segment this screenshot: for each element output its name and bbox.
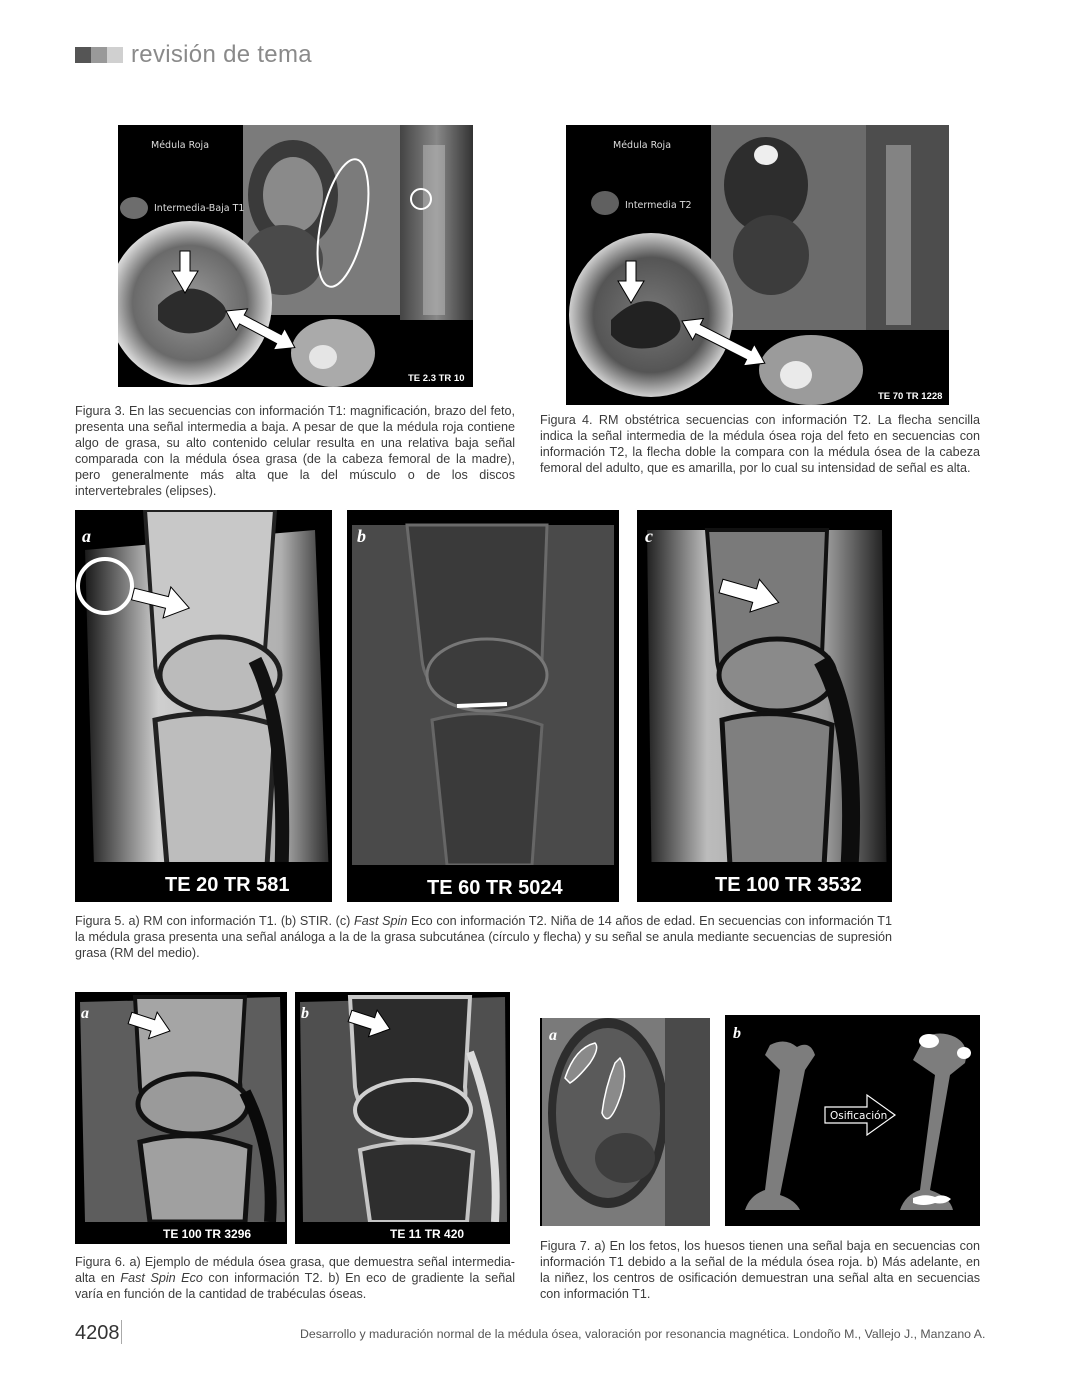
- fig5c-letter: c: [645, 526, 653, 546]
- figure-7b-image: [725, 1015, 980, 1226]
- figure-5a-image: [75, 510, 332, 902]
- fig3-label-red: Médula Roja: [151, 140, 210, 151]
- figure-7a-image: [540, 1018, 710, 1226]
- fig5c-params: TE 100 TR 3532: [715, 874, 862, 896]
- figure-4-caption: Figura 4. RM obstétrica secuencias con información T2. La flecha sencilla indica la señal intermedia de la médula ósea roja del feto en secuencias con información T2, la flecha doble la compara con la médula ósea de la cabeza femoral del adulto, que es amarilla, por lo cual su intensidad de señal es alta.: [540, 413, 980, 475]
- fig6-caption-part2: con información T2. b) En eco de gradiente la señal varía en función de la cantidad de trabéculas óseas.: [75, 1271, 516, 1301]
- figure-3-caption: Figura 3. En las secuencias con información T1: magnificación, brazo del feto, presenta una señal intermedia a baja. A pesar de que la médula roja contiene algo de grasa, su alto contenido celular resulta en una relativa baja señal comparada con la médula ósea grasa (de la cabeza femoral de la madre), pero generalmente más alta que la del músculo o de los discos intervertebrales (elipses).: [75, 404, 515, 498]
- fig4-label-legend: Intermedia T2: [625, 200, 692, 211]
- figure-5-caption: [75, 913, 892, 961]
- fig7-arrow-label: Osificación: [830, 1110, 888, 1122]
- fig6b-letter: b: [301, 1005, 309, 1022]
- fig6-caption-part1: Figura 6. a) Ejemplo de médula ósea grasa, que demuestra señal intermedia-alta en: [75, 1255, 515, 1285]
- footer-divider: [121, 1320, 122, 1344]
- fig5-caption-part1: Figura 5. a) RM con información T1. (b) STIR. (c): [75, 914, 354, 928]
- figure-6a-image: [75, 992, 287, 1244]
- fig3-label-legend: Intermedia-Baja T1: [154, 203, 245, 214]
- fig4-label-red: Médula Roja: [613, 140, 672, 151]
- section-header: [75, 40, 312, 70]
- figure-5c-image: [637, 510, 892, 902]
- fig4-params: TE 70 TR 1228: [878, 391, 943, 402]
- header-square-light: [107, 47, 123, 63]
- fig6b-params: TE 11 TR 420: [390, 1227, 465, 1241]
- fig5b-params: TE 60 TR 5024: [427, 877, 563, 899]
- header-square-dark: [75, 47, 91, 63]
- fig5a-letter: a: [82, 526, 91, 546]
- fig5-caption-part2: Eco con información T2. Niña de 14 años de edad. En secuencias con información T1 la médula grasa presenta una señal análoga a la de la grasa subcutánea (círculo y flecha) y su señal se anula mediante secuencias de supresión grasa (RM del medio).: [75, 914, 893, 960]
- figure-3-image: [118, 125, 473, 387]
- fig6a-letter: a: [81, 1005, 89, 1022]
- header-square-mid: [91, 47, 107, 63]
- fig7a-letter: a: [549, 1027, 557, 1044]
- fig5-caption-emph: Fast Spin: [354, 914, 408, 928]
- figure-5b-image: [347, 510, 619, 902]
- section-title: revisión de tema: [131, 41, 312, 68]
- fig5b-letter: b: [357, 526, 366, 546]
- figure-6b-image: [295, 992, 510, 1244]
- figure-7-caption: Figura 7. a) En los fetos, los huesos tienen una señal baja en secuencias con información T1 debido a la señal de la médula ósea roja. b) Más adelante, en la niñez, los centros de osificación demuestran una señal alta en secuencias con información T1.: [540, 1239, 980, 1301]
- fig5a-params: TE 20 TR 581: [165, 874, 290, 896]
- fig3-params: TE 2.3 TR 10: [408, 373, 465, 384]
- fig6a-params: TE 100 TR 3296: [163, 1227, 252, 1241]
- fig7b-letter: b: [733, 1025, 741, 1042]
- figure-6-caption: [75, 1254, 515, 1302]
- figure-4-image: [566, 125, 949, 405]
- fig6-caption-emph: Fast Spin Eco: [120, 1271, 203, 1285]
- page-number: 4208: [75, 1322, 120, 1344]
- running-footer: Desarrollo y maduración normal de la médula ósea, valoración por resonancia magnética. Londoño M., Vallejo J., Manzano A.: [300, 1327, 986, 1341]
